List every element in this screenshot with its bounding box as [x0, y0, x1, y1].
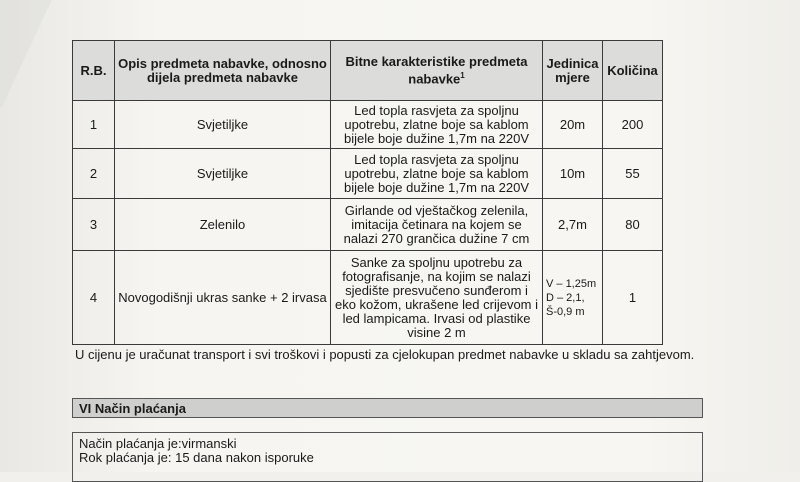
- cell-kolicina: 200: [603, 101, 663, 149]
- cell-rb: 1: [73, 101, 115, 149]
- cell-opis: Novogodišnji ukras sanke + 2 irvasa: [115, 251, 331, 345]
- table-row: [73, 199, 663, 251]
- cell-rb: 2: [73, 149, 115, 199]
- cell-jedinica: [543, 251, 603, 345]
- cell-jedinica: 2,7m: [543, 199, 603, 251]
- header-jedinica: Jedinica mjere: [543, 41, 603, 101]
- cell-kolicina: 55: [603, 149, 663, 199]
- cell-bitne: Sanke za spoljnu upotrebu za fotografisanje, na kojim se nalazi sjedište presvučeno sunđerom i eko kožom, ukrašene led crijevom i led lampicama. Irvasi od plastike visine 2 m: [331, 251, 543, 345]
- cell-kolicina: 1: [603, 251, 663, 345]
- cell-opis: Svjetiljke: [115, 101, 331, 149]
- header-bitne: [331, 41, 543, 101]
- dimension-line: D – 2,1,: [546, 291, 585, 304]
- table-row: [73, 149, 663, 199]
- page-corner-shadow: [0, 0, 53, 107]
- cell-kolicina: 80: [603, 199, 663, 251]
- table-row: [73, 251, 663, 345]
- cell-opis: Svjetiljke: [115, 149, 331, 199]
- payment-box: [72, 432, 703, 482]
- dimension-line: V – 1,25m: [546, 277, 597, 290]
- header-rb: R.B.: [73, 41, 115, 101]
- payment-term: Rok plaćanja je: 15 dana nakon isporuke: [79, 450, 314, 465]
- procurement-table: [72, 40, 663, 345]
- cell-opis: Zelenilo: [115, 199, 331, 251]
- cell-rb: 3: [73, 199, 115, 251]
- cell-bitne: Led topla rasvjeta za spoljnu upotrebu, zlatne boje sa kablom bijele boje dužine 1,7m na 220V: [331, 101, 543, 149]
- table-header-row: [73, 41, 663, 101]
- cell-jedinica: 20m: [543, 101, 603, 149]
- payment-method: Način plaćanja je:virmanski: [79, 436, 237, 451]
- cell-jedinica: 10m: [543, 149, 603, 199]
- dimension-line: Š-0,9 m: [546, 305, 585, 318]
- header-bitne-text: Bitne karakteristike predmeta nabavke: [345, 53, 528, 87]
- table-row: [73, 101, 663, 149]
- cell-rb: 4: [73, 251, 115, 345]
- section-title: VI Način plaćanja: [72, 398, 703, 418]
- cell-bitne: Led topla rasvjeta za spoljnu upotrebu, zlatne boje sa kablom bijele boje dužine 1,7m na 220V: [331, 149, 543, 199]
- price-note: U cijenu je uračunat transport i svi troškovi i popusti za cjelokupan predmet nabavke u skladu sa zahtjevom.: [75, 347, 695, 362]
- cell-bitne: Girlande od vještačkog zelenila, imitacija četinara na kojem se nalazi 270 grančica dužine 7 cm: [331, 199, 543, 251]
- header-bitne-footnote: 1: [460, 70, 465, 80]
- header-kolicina: Količina: [603, 41, 663, 101]
- header-opis: Opis predmeta nabavke, odnosno dijela predmeta nabavke: [115, 41, 331, 101]
